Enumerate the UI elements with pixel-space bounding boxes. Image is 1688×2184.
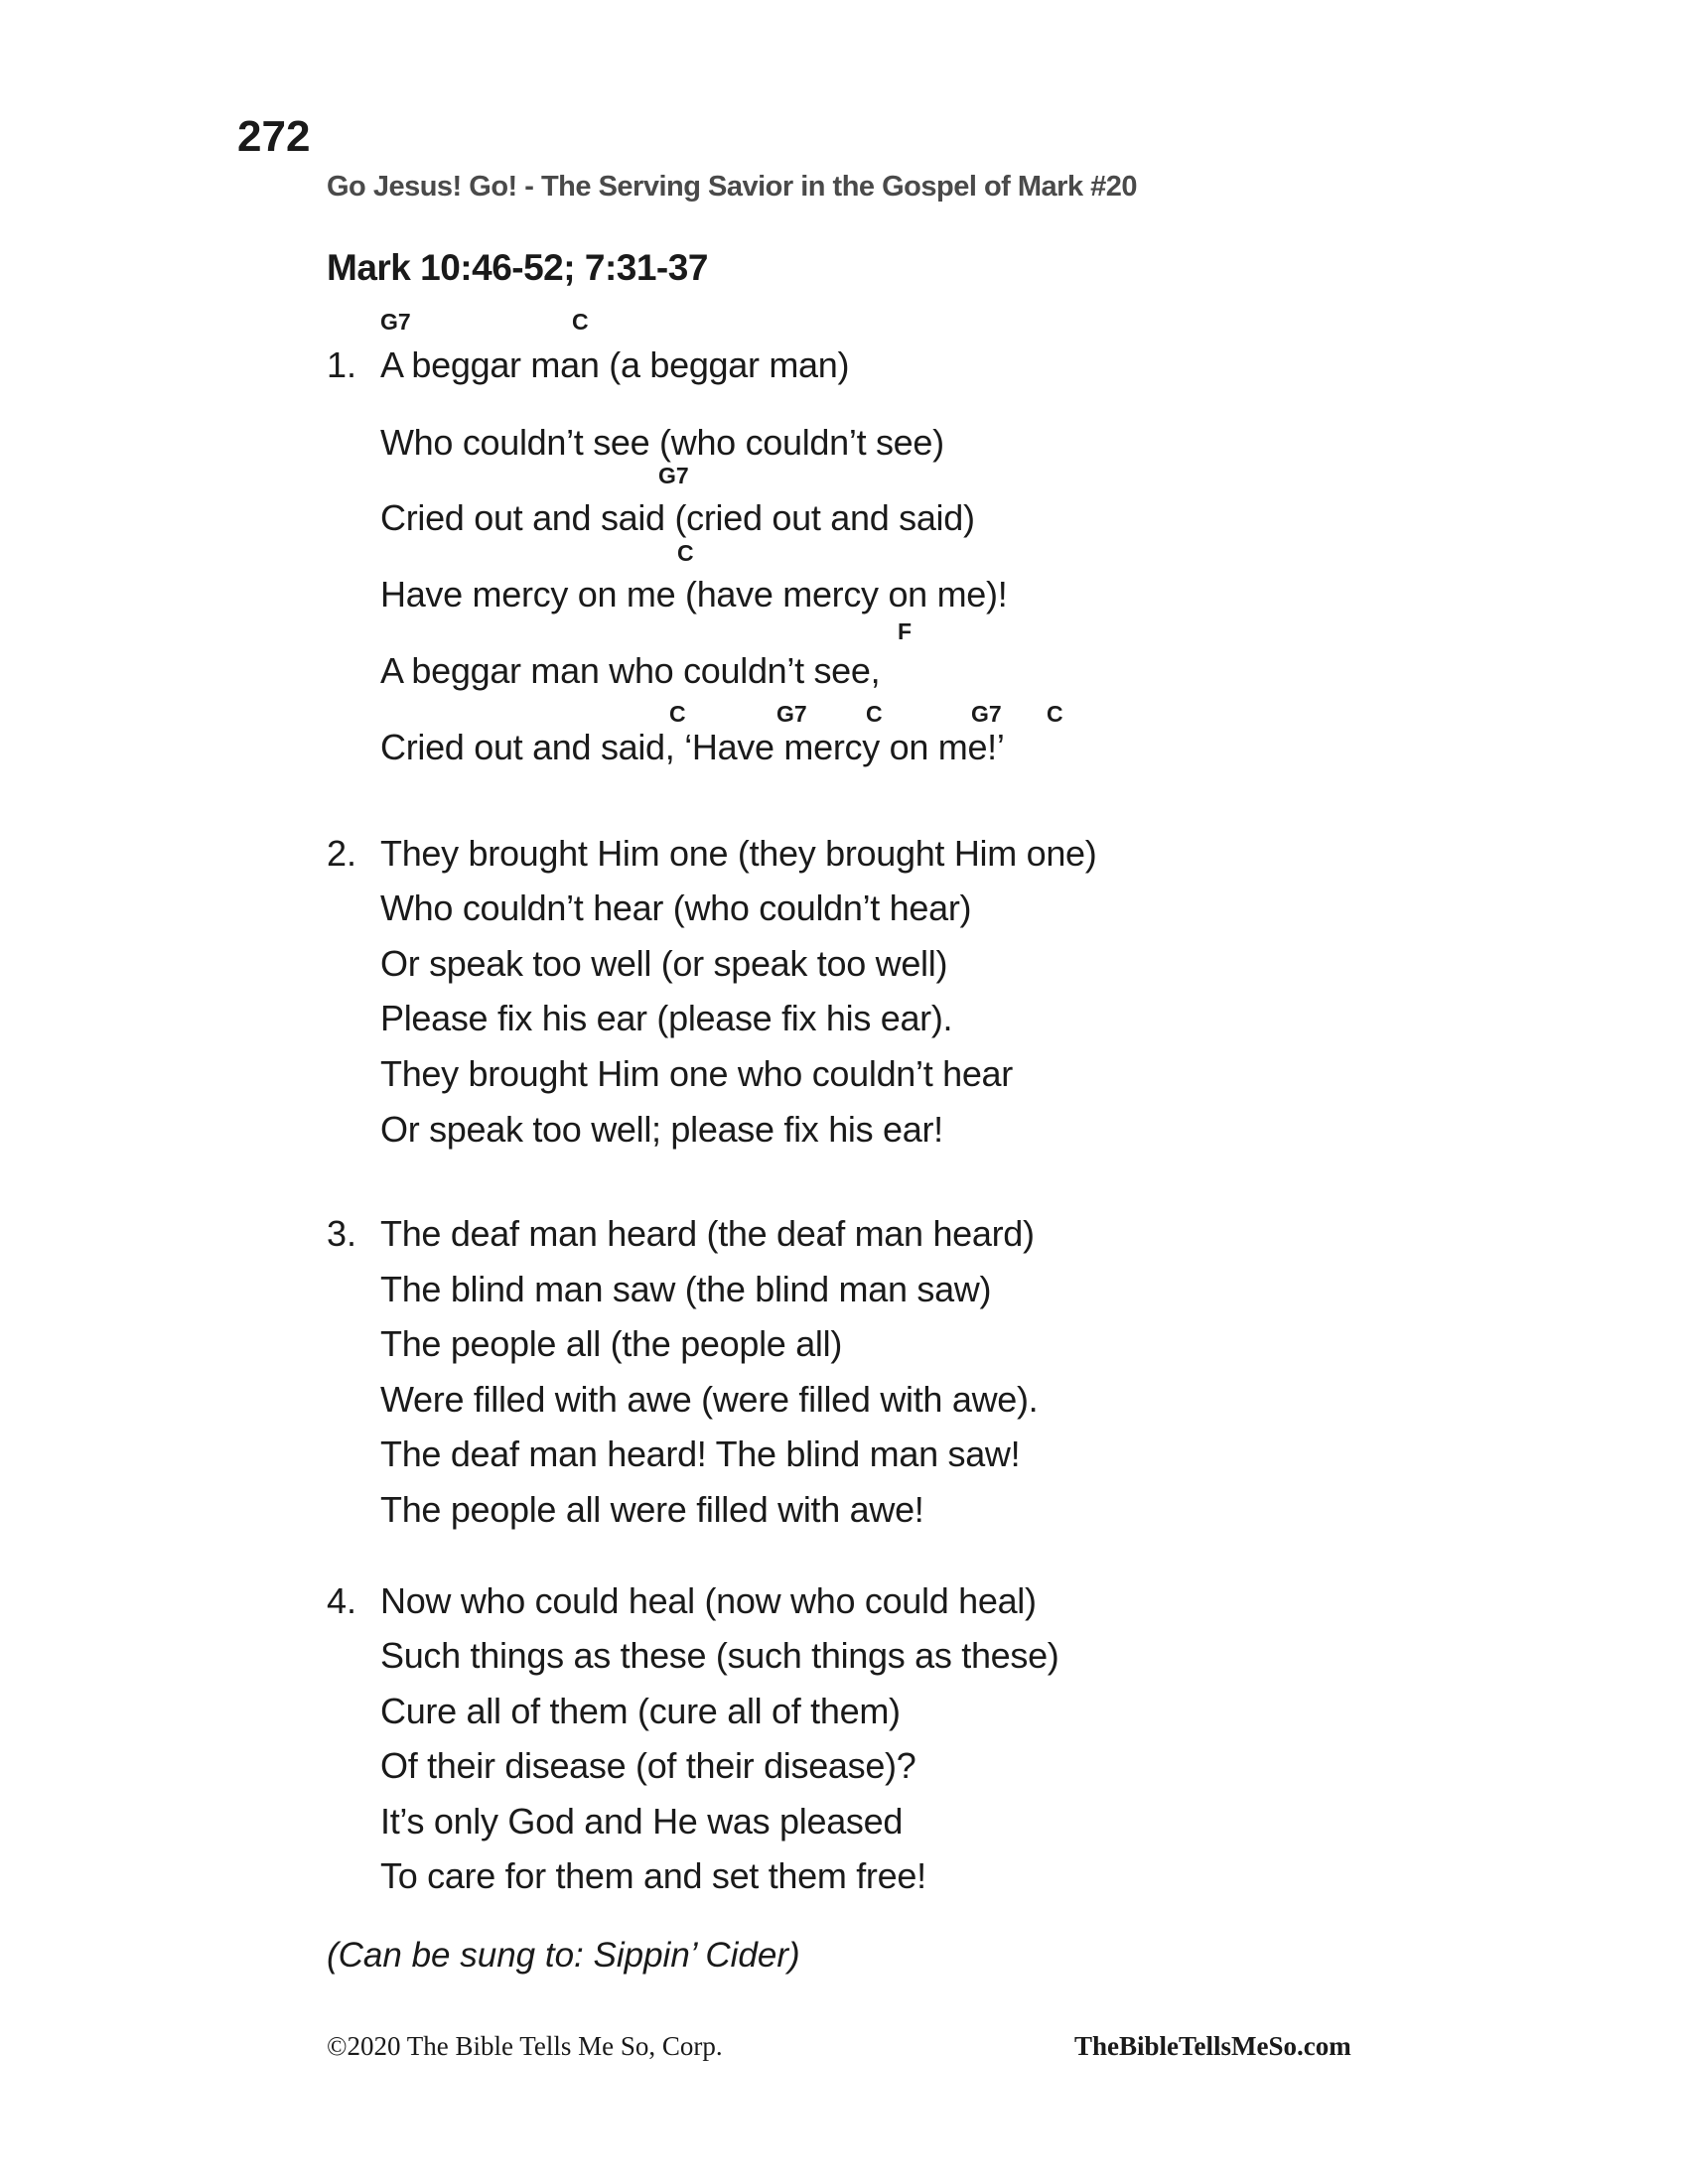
lyric-line: They brought Him one (they brought Him one) [380, 833, 1097, 874]
lyric-line: Were filled with awe (were filled with awe). [380, 1379, 1039, 1420]
lyric-line: Or speak too well (or speak too well) [380, 943, 948, 984]
lyric-line: Have mercy on me (have mercy on me)! [380, 574, 1008, 614]
lyric-line: Now who could heal (now who could heal) [380, 1580, 1037, 1621]
chord: C [866, 701, 883, 727]
chord: F [898, 618, 913, 644]
lyric-line: Cure all of them (cure all of them) [380, 1691, 901, 1731]
lyric-line: They brought Him one who couldn’t hear [380, 1053, 1013, 1094]
page-number: 272 [237, 112, 311, 161]
lyric-line: Or speak too well; please fix his ear! [380, 1109, 943, 1150]
chord: G7 [380, 309, 411, 335]
stanza-number: 4. [327, 1580, 357, 1621]
lyric-line: Cried out and said (cried out and said) [380, 497, 975, 538]
chord: G7 [776, 701, 807, 727]
lyric-line: To care for them and set them free! [380, 1855, 926, 1896]
chord: C [572, 309, 589, 335]
copyright-notice: ©2020 The Bible Tells Me So, Corp. [327, 2031, 723, 2061]
lyric-line: The deaf man heard! The blind man saw! [380, 1433, 1021, 1474]
lyric-line: The deaf man heard (the deaf man heard) [380, 1213, 1035, 1254]
lyric-line: Such things as these (such things as these) [380, 1635, 1059, 1676]
lyric-line: It’s only God and He was pleased [380, 1801, 904, 1842]
lyric-line: Who couldn’t see (who couldn’t see) [380, 422, 944, 463]
stanza-number: 1. [327, 344, 357, 385]
scripture-reference: Mark 10:46-52; 7:31-37 [327, 247, 708, 288]
chord: G7 [971, 701, 1002, 727]
lyric-line: The blind man saw (the blind man saw) [380, 1269, 992, 1309]
lyric-line: A beggar man who couldn’t see, [380, 650, 881, 691]
stanza-number: 3. [327, 1213, 357, 1254]
lyric-line: Of their disease (of their disease)? [380, 1745, 916, 1786]
lyric-line: Please fix his ear (please fix his ear). [380, 998, 953, 1038]
lyric-line: A beggar man (a beggar man) [380, 344, 850, 385]
chord: C [1047, 701, 1063, 727]
series-title: Go Jesus! Go! - The Serving Savior in the Gospel of Mark #20 [327, 171, 1138, 203]
website-link[interactable]: TheBibleTellsMeSo.com [1074, 2031, 1351, 2061]
chord: G7 [658, 463, 689, 488]
lyric-line: Who couldn’t hear (who couldn’t hear) [380, 887, 972, 928]
stanza-number: 2. [327, 833, 357, 874]
lyric-line: The people all were filled with awe! [380, 1489, 924, 1530]
tune-note: (Can be sung to: Sippin’ Cider) [327, 1936, 800, 1975]
lyric-line: The people all (the people all) [380, 1323, 843, 1364]
lyric-line: Cried out and said, ‘Have mercy on me!’ [380, 727, 1005, 767]
chord: C [677, 540, 694, 566]
chord: C [669, 701, 686, 727]
